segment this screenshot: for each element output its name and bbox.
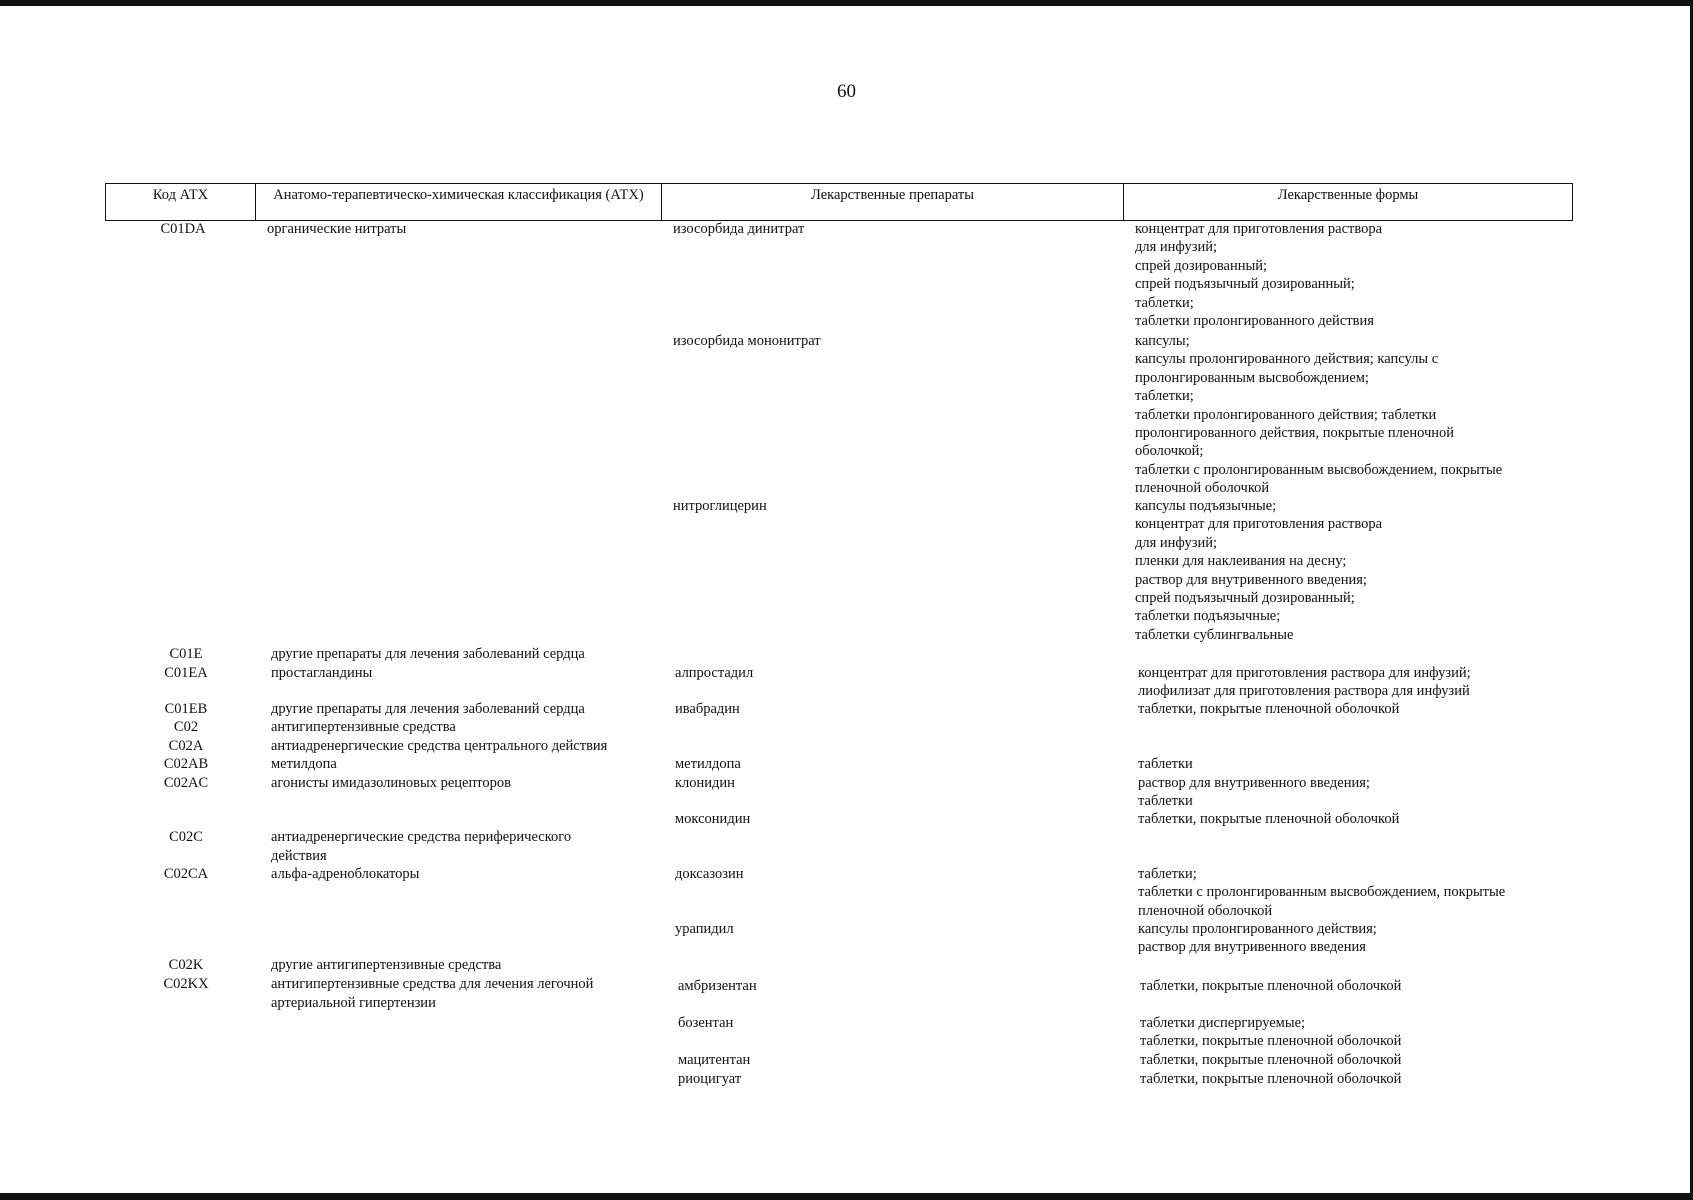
form-line: для инфузий;	[1135, 239, 1217, 256]
atx-code: C01E	[169, 646, 203, 662]
atx-name: другие препараты для лечения заболеваний сердца	[271, 646, 585, 662]
drug-name: изосорбида динитрат	[673, 221, 805, 237]
form-line: таблетки;	[1135, 388, 1194, 405]
form-line: пленочной оболочкой	[1138, 902, 1273, 919]
form-line: таблетки с пролонгированным высвобождением, покрытые	[1135, 461, 1503, 478]
atx-code: C02A	[168, 738, 204, 754]
header-drugs: Лекарственные препараты	[662, 184, 1124, 220]
drug-forms	[1135, 497, 1382, 644]
atx-name: другие препараты для лечения заболеваний сердца	[271, 701, 585, 717]
form-line: оболочкой;	[1135, 443, 1204, 460]
atx-name-continued: действия	[271, 848, 327, 864]
drug-forms	[1135, 220, 1382, 330]
form-line: для инфузий;	[1135, 534, 1217, 551]
atx-name: простагландины	[271, 665, 373, 681]
atx-name: агонисты имидазолиновых рецепторов	[271, 775, 511, 791]
atx-name: антиадренергические средства периферического	[271, 829, 572, 845]
header-code: Код АТХ	[106, 184, 256, 220]
drug-forms	[1135, 332, 1502, 498]
atx-code: C02KX	[163, 976, 209, 992]
drug-forms	[1138, 865, 1505, 920]
atx-name: антигипертензивные средства для лечения легочной	[271, 976, 594, 992]
form-line: капсулы пролонгированного действия; капсулы с	[1135, 351, 1439, 368]
header-classification: Анатомо-терапевтическо-химическая классификация (АТХ)	[256, 184, 662, 220]
atx-code: C02K	[168, 957, 204, 973]
form-line: капсулы пролонгированного действия;	[1138, 921, 1377, 937]
atx-name: другие антигипертензивные средства	[271, 957, 502, 973]
drug-forms	[1138, 774, 1370, 811]
drug-name: алпростадил	[675, 665, 754, 681]
atx-name: антигипертензивные средства	[271, 719, 456, 735]
form-line: таблетки, покрытые пленочной оболочкой	[1140, 1033, 1402, 1050]
scan-border-bottom	[0, 1193, 1693, 1200]
atx-code: C02AC	[163, 775, 209, 791]
scan-border-top	[0, 0, 1693, 6]
atx-code: C02	[173, 719, 199, 735]
form-line: таблетки, покрытые пленочной оболочкой	[1138, 811, 1400, 827]
drug-name: изосорбида мононитрат	[673, 333, 821, 349]
drug-forms	[1140, 1051, 1401, 1069]
form-line: капсулы подъязычные;	[1135, 498, 1277, 514]
drug-forms	[1140, 977, 1401, 995]
form-line: таблетки диспергируемые;	[1140, 1015, 1306, 1031]
form-line: таблетки	[1138, 756, 1193, 772]
atx-code: C02AB	[163, 756, 209, 772]
form-line: пролонгированным высвобождением;	[1135, 369, 1369, 386]
drug-name: моксонидин	[675, 811, 751, 827]
drug-name: бозентан	[678, 1015, 734, 1031]
atx-code: C01DA	[160, 221, 206, 237]
drug-forms	[1140, 1070, 1401, 1088]
form-line: раствор для внутривенного введения;	[1135, 571, 1367, 588]
drug-forms	[1138, 810, 1399, 828]
form-line: таблетки пролонгированного действия	[1135, 313, 1374, 330]
form-line: таблетки	[1138, 793, 1193, 810]
drug-forms	[1138, 755, 1193, 773]
form-line: концентрат для приготовления раствора	[1135, 516, 1383, 533]
form-line: пленочной оболочкой	[1135, 480, 1270, 497]
atx-code: C02CA	[163, 866, 209, 882]
drug-name: амбризентан	[678, 978, 757, 994]
form-line: таблетки, покрытые пленочной оболочкой	[1140, 978, 1402, 994]
form-line: таблетки;	[1138, 866, 1197, 882]
drug-name: риоцигуат	[678, 1071, 742, 1087]
drug-name: клонидин	[675, 775, 735, 791]
form-line: таблетки;	[1135, 294, 1194, 311]
atx-name: антиадренергические средства центрального действия	[271, 738, 608, 754]
header-forms: Лекарственные формы	[1277, 187, 1419, 203]
atx-name: метилдопа	[271, 756, 337, 772]
form-line: концентрат для приготовления раствора для инфузий;	[1138, 665, 1471, 681]
drug-name: мацитентан	[678, 1052, 751, 1068]
form-line: таблетки, покрытые пленочной оболочкой	[1140, 1052, 1402, 1068]
form-line: таблетки пролонгированного действия; таблетки	[1135, 406, 1437, 423]
atx-name: органические нитраты	[267, 221, 407, 237]
form-line: таблетки подъязычные;	[1135, 608, 1281, 625]
drug-forms	[1138, 700, 1399, 718]
form-line: раствор для внутривенного введения;	[1138, 775, 1370, 791]
form-line: таблетки с пролонгированным высвобождением, покрытые	[1138, 884, 1506, 901]
form-line: спрей подъязычный дозированный;	[1135, 590, 1355, 607]
drug-forms	[1140, 1014, 1401, 1051]
form-line: пролонгированного действия, покрытые пленочной	[1135, 425, 1455, 442]
form-line: лиофилизат для приготовления раствора для инфузий	[1138, 683, 1470, 700]
atx-code: C01EA	[164, 665, 208, 681]
form-line: спрей подъязычный дозированный;	[1135, 276, 1355, 293]
drug-name: нитроглицерин	[673, 498, 767, 514]
form-line: концентрат для приготовления раствора	[1135, 221, 1383, 237]
atx-name-continued: артериальной гипертензии	[271, 995, 436, 1011]
drug-name: урапидил	[675, 921, 734, 937]
page-number: 60	[837, 81, 856, 102]
drug-name: ивабрадин	[675, 701, 740, 717]
form-line: таблетки, покрытые пленочной оболочкой	[1140, 1071, 1402, 1087]
atx-name: альфа-адреноблокаторы	[271, 866, 420, 882]
drug-forms	[1138, 664, 1471, 701]
drug-forms	[1138, 920, 1377, 957]
form-line: раствор для внутривенного введения	[1138, 939, 1366, 956]
form-line: спрей дозированный;	[1135, 257, 1268, 274]
form-line: пленки для наклеивания на десну;	[1135, 553, 1347, 570]
form-line: капсулы;	[1135, 333, 1190, 349]
drug-name: доксазозин	[675, 866, 744, 882]
atx-code: C01EB	[164, 701, 208, 717]
form-line: таблетки сублингвальные	[1135, 626, 1294, 643]
atx-code: C02C	[169, 829, 203, 845]
drug-name: метилдопа	[675, 756, 741, 772]
form-line: таблетки, покрытые пленочной оболочкой	[1138, 701, 1400, 717]
table-header	[105, 183, 1573, 221]
